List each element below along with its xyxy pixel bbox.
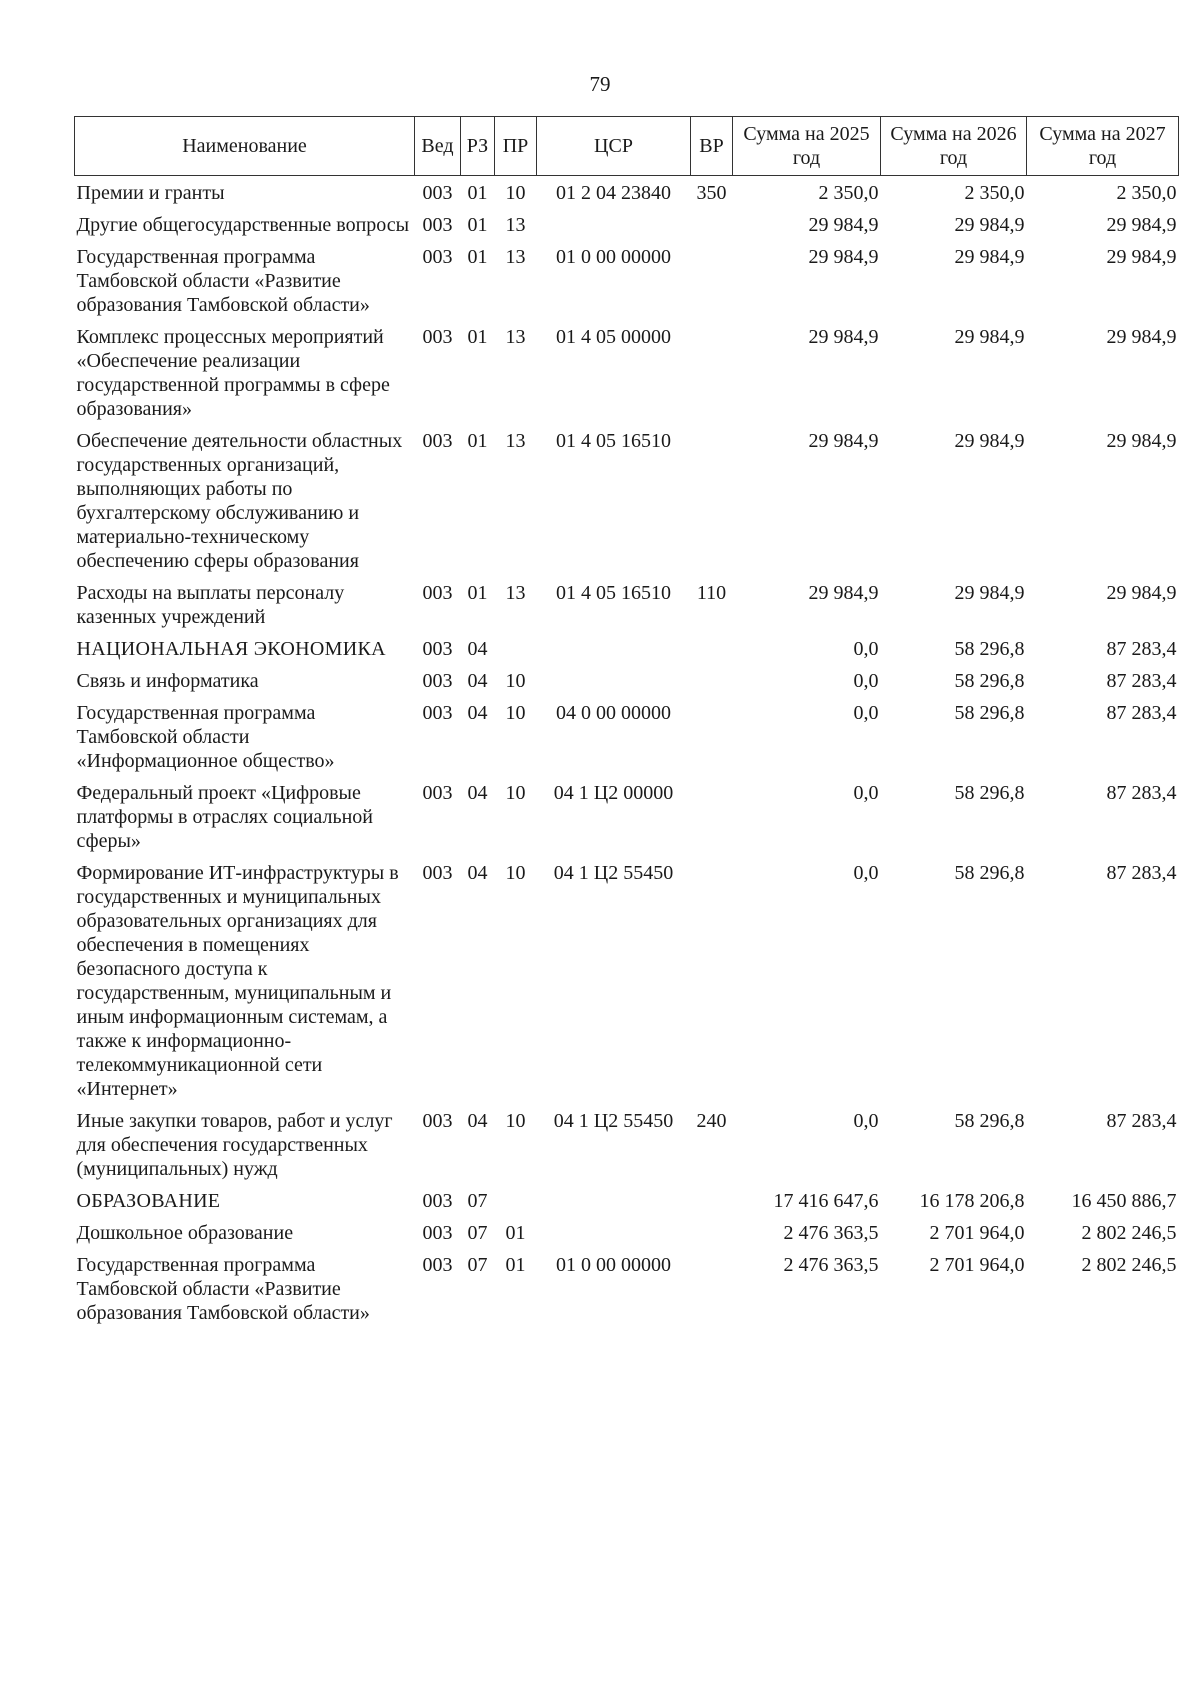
row-name: Комплекс процессных мероприятий «Обеспечение реализации государственной программы в сфере образования» <box>76 326 390 420</box>
row-vr <box>691 208 733 240</box>
row-pr: 10 <box>505 862 526 884</box>
header-vr: ВР <box>691 117 733 176</box>
table-row <box>75 240 1179 320</box>
row-rz: 04 <box>467 670 488 692</box>
header-rz: РЗ <box>461 117 495 176</box>
row-csr: 01 4 05 16510 <box>556 430 671 452</box>
header-csr: ЦСР <box>537 117 691 176</box>
row-rz: 01 <box>467 582 488 604</box>
row-ved: 003 <box>422 1190 453 1212</box>
row-name: Федеральный проект «Цифровые платформы в отраслях социальной сферы» <box>76 782 373 852</box>
row-name: Иные закупки товаров, работ и услуг для обеспечения государственных (муниципальных) нужд <box>76 1110 393 1180</box>
table-row <box>75 632 1179 664</box>
row-name: ОБРАЗОВАНИЕ <box>76 1190 221 1212</box>
row-rz: 07 <box>467 1222 488 1244</box>
row-sum-2025: 0,0 <box>853 702 879 724</box>
row-ved: 003 <box>422 1110 453 1132</box>
row-sum-2025: 29 984,9 <box>808 246 879 268</box>
row-name: Государственная программа Тамбовской области «Информационное общество» <box>76 702 335 772</box>
row-sum-2027: 29 984,9 <box>1106 246 1177 268</box>
row-vr <box>691 1248 733 1328</box>
row-name: Государственная программа Тамбовской области «Развитие образования Тамбовской области» <box>76 1254 370 1324</box>
row-vr <box>691 320 733 424</box>
table-row <box>75 208 1179 240</box>
row-rz: 07 <box>467 1254 488 1276</box>
row-sum-2027: 2 350,0 <box>1116 182 1177 204</box>
row-sum-2026: 58 296,8 <box>954 670 1025 692</box>
row-sum-2027: 2 802 246,5 <box>1081 1222 1177 1244</box>
row-sum-2025: 0,0 <box>853 782 879 804</box>
row-sum-2026: 29 984,9 <box>954 326 1025 348</box>
row-pr: 13 <box>505 326 526 348</box>
row-pr: 01 <box>505 1254 526 1276</box>
row-sum-2027: 87 283,4 <box>1106 862 1177 884</box>
row-rz: 07 <box>467 1190 488 1212</box>
row-rz: 04 <box>467 782 488 804</box>
row-pr: 10 <box>505 182 526 204</box>
row-sum-2025: 0,0 <box>853 638 879 660</box>
row-vr <box>691 424 733 576</box>
table-row <box>75 664 1179 696</box>
row-csr: 04 1 Ц2 55450 <box>553 862 674 884</box>
row-csr <box>537 664 691 696</box>
row-ved: 003 <box>422 862 453 884</box>
row-vr <box>691 776 733 856</box>
row-ved: 003 <box>422 638 453 660</box>
table-row <box>75 176 1179 209</box>
row-sum-2025: 2 476 363,5 <box>783 1254 879 1276</box>
table-row <box>75 776 1179 856</box>
row-sum-2027: 29 984,9 <box>1106 582 1177 604</box>
row-sum-2026: 58 296,8 <box>954 782 1025 804</box>
row-csr <box>537 208 691 240</box>
row-vr: 350 <box>696 182 727 204</box>
row-sum-2026: 29 984,9 <box>954 246 1025 268</box>
row-pr: 13 <box>505 246 526 268</box>
row-sum-2026: 29 984,9 <box>954 214 1025 236</box>
row-sum-2026: 58 296,8 <box>954 862 1025 884</box>
row-sum-2025: 0,0 <box>853 1110 879 1132</box>
row-ved: 003 <box>422 1254 453 1276</box>
row-pr: 13 <box>505 582 526 604</box>
header-pr: ПР <box>495 117 537 176</box>
table-row <box>75 1184 1179 1216</box>
row-csr <box>537 1184 691 1216</box>
row-pr: 01 <box>505 1222 526 1244</box>
header-ved: Вед <box>415 117 461 176</box>
row-sum-2025: 0,0 <box>853 670 879 692</box>
row-sum-2027: 87 283,4 <box>1106 1110 1177 1132</box>
row-rz: 01 <box>467 182 488 204</box>
row-pr: 10 <box>505 702 526 724</box>
row-vr <box>691 632 733 664</box>
row-sum-2027: 16 450 886,7 <box>1071 1190 1177 1212</box>
row-sum-2027: 87 283,4 <box>1106 638 1177 660</box>
table-row <box>75 696 1179 776</box>
row-pr <box>495 1184 537 1216</box>
row-rz: 01 <box>467 326 488 348</box>
row-pr: 10 <box>505 782 526 804</box>
table-row <box>75 424 1179 576</box>
row-vr <box>691 1184 733 1216</box>
row-vr <box>691 856 733 1104</box>
row-csr: 01 4 05 16510 <box>556 582 671 604</box>
row-ved: 003 <box>422 430 453 452</box>
table-row <box>75 576 1179 632</box>
row-vr <box>691 664 733 696</box>
table-header <box>75 117 1179 176</box>
row-sum-2026: 58 296,8 <box>954 1110 1025 1132</box>
row-rz: 01 <box>467 246 488 268</box>
row-sum-2027: 87 283,4 <box>1106 702 1177 724</box>
row-sum-2026: 2 350,0 <box>964 182 1025 204</box>
row-sum-2025: 29 984,9 <box>808 430 879 452</box>
row-name: Дошкольное образование <box>76 1222 294 1244</box>
row-ved: 003 <box>422 702 453 724</box>
row-sum-2025: 17 416 647,6 <box>773 1190 879 1212</box>
row-sum-2027: 29 984,9 <box>1106 326 1177 348</box>
table-row <box>75 1104 1179 1184</box>
budget-table <box>74 116 1179 1328</box>
row-pr: 10 <box>505 1110 526 1132</box>
row-csr: 01 0 00 00000 <box>556 1254 671 1276</box>
row-csr: 04 1 Ц2 55450 <box>553 1110 674 1132</box>
row-sum-2027: 87 283,4 <box>1106 670 1177 692</box>
header-sum-2025: Сумма на 2025 год <box>733 117 881 176</box>
row-name: Государственная программа Тамбовской области «Развитие образования Тамбовской области» <box>76 246 370 316</box>
row-vr <box>691 696 733 776</box>
row-sum-2027: 29 984,9 <box>1106 430 1177 452</box>
row-vr <box>691 240 733 320</box>
row-ved: 003 <box>422 182 453 204</box>
row-sum-2026: 29 984,9 <box>954 582 1025 604</box>
row-name: Расходы на выплаты персоналу казенных учреждений <box>76 582 345 628</box>
row-ved: 003 <box>422 214 453 236</box>
row-sum-2025: 2 350,0 <box>818 182 879 204</box>
row-sum-2026: 58 296,8 <box>954 702 1025 724</box>
row-name: Связь и информатика <box>76 670 259 692</box>
row-sum-2027: 29 984,9 <box>1106 214 1177 236</box>
row-sum-2026: 2 701 964,0 <box>929 1254 1025 1276</box>
table-row <box>75 1248 1179 1328</box>
row-sum-2025: 2 476 363,5 <box>783 1222 879 1244</box>
row-rz: 04 <box>467 1110 488 1132</box>
row-sum-2025: 0,0 <box>853 862 879 884</box>
table-row <box>75 1216 1179 1248</box>
row-ved: 003 <box>422 782 453 804</box>
row-sum-2026: 58 296,8 <box>954 638 1025 660</box>
row-rz: 04 <box>467 638 488 660</box>
row-pr: 13 <box>505 214 526 236</box>
row-csr: 01 4 05 00000 <box>556 326 671 348</box>
row-pr: 10 <box>505 670 526 692</box>
table-row <box>75 856 1179 1104</box>
row-ved: 003 <box>422 670 453 692</box>
row-sum-2026: 29 984,9 <box>954 430 1025 452</box>
header-sum-2027: Сумма на 2027 год <box>1027 117 1179 176</box>
row-csr: 01 2 04 23840 <box>556 182 671 204</box>
row-pr: 13 <box>505 430 526 452</box>
row-vr: 240 <box>696 1110 727 1132</box>
row-sum-2027: 87 283,4 <box>1106 782 1177 804</box>
row-sum-2026: 2 701 964,0 <box>929 1222 1025 1244</box>
row-name: Другие общегосударственные вопросы <box>76 214 410 236</box>
row-ved: 003 <box>422 326 453 348</box>
row-rz: 04 <box>467 862 488 884</box>
row-sum-2025: 29 984,9 <box>808 582 879 604</box>
row-sum-2026: 16 178 206,8 <box>919 1190 1025 1212</box>
row-rz: 01 <box>467 430 488 452</box>
row-name: Обеспечение деятельности областных государственных организаций, выполняющих работы по бухгалтерскому обслуживанию и материально-техническому обеспечению сферы образования <box>76 430 403 572</box>
row-ved: 003 <box>422 582 453 604</box>
row-rz: 04 <box>467 702 488 724</box>
row-csr: 04 1 Ц2 00000 <box>553 782 674 804</box>
row-ved: 003 <box>422 1222 453 1244</box>
row-name: Формирование ИТ-инфраструктуры в государственных и муниципальных образовательных организациях для обеспечения в помещениях безопасного доступа к государственным, муниципальным и иным информационным системам, а также к информационно-телекоммуникационной сети «Интернет» <box>76 862 399 1100</box>
header-sum-2026: Сумма на 2026 год <box>881 117 1027 176</box>
row-name: НАЦИОНАЛЬНАЯ ЭКОНОМИКА <box>76 638 386 660</box>
row-name: Премии и гранты <box>76 182 225 204</box>
row-csr <box>537 1216 691 1248</box>
row-sum-2025: 29 984,9 <box>808 214 879 236</box>
budget-table-container <box>74 116 1178 1328</box>
page-number: 79 <box>589 72 611 96</box>
table-row <box>75 320 1179 424</box>
row-vr: 110 <box>696 582 727 604</box>
row-sum-2027: 2 802 246,5 <box>1081 1254 1177 1276</box>
row-csr: 01 0 00 00000 <box>556 246 671 268</box>
table-body <box>75 176 1179 1329</box>
row-ved: 003 <box>422 246 453 268</box>
row-csr: 04 0 00 00000 <box>556 702 671 724</box>
row-vr <box>691 1216 733 1248</box>
row-sum-2025: 29 984,9 <box>808 326 879 348</box>
row-csr <box>537 632 691 664</box>
row-pr <box>495 632 537 664</box>
header-name: Наименование <box>75 117 415 176</box>
row-rz: 01 <box>467 214 488 236</box>
